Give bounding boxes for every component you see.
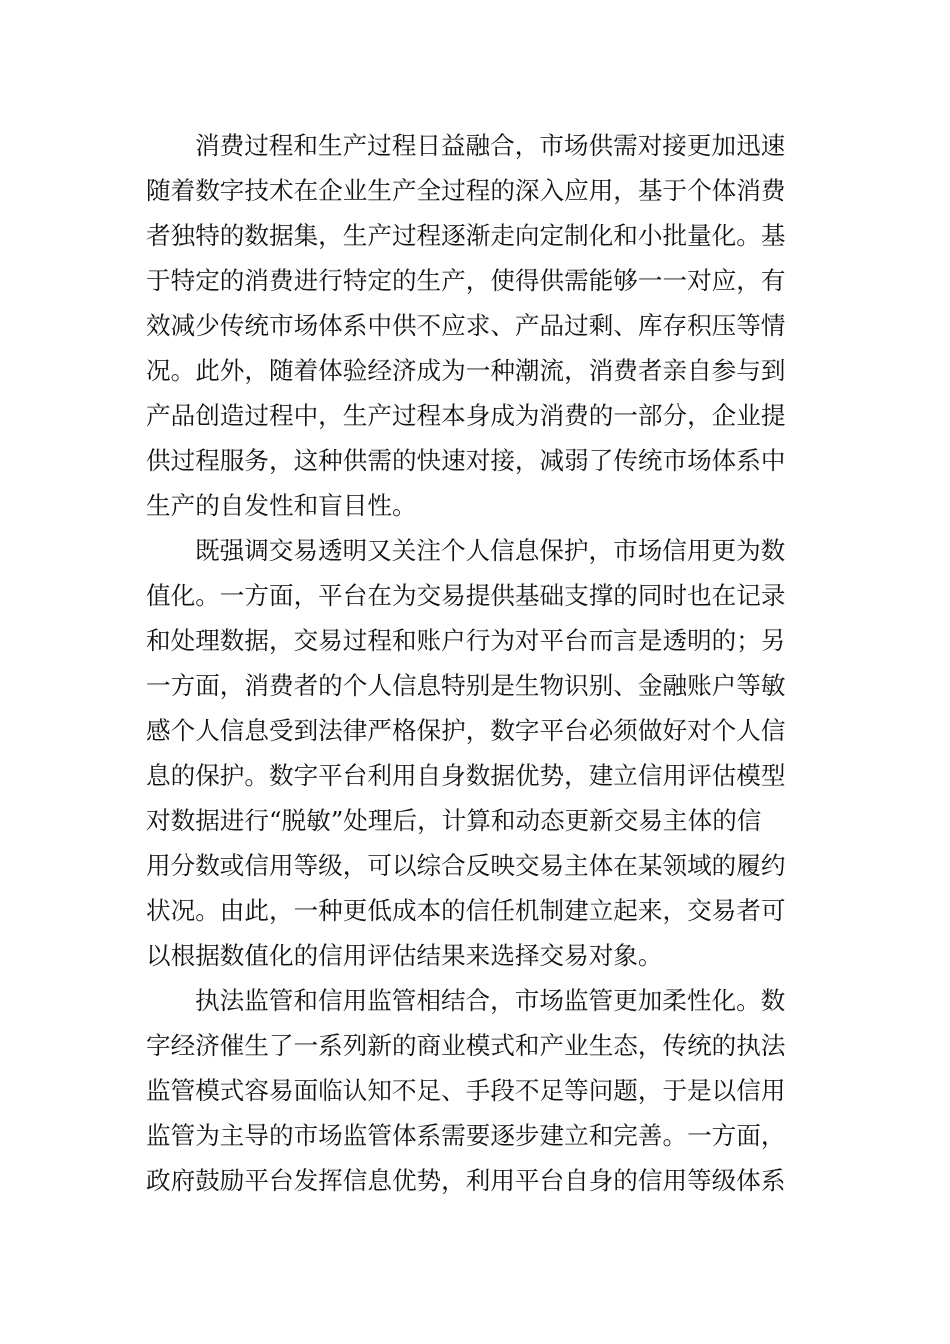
paragraph-2-line-8: 用分数或信用等级，可以综合反映交易主体在某领域的履约	[146, 851, 786, 880]
paragraph-3-line-1: 执法监管和信用监管相结合，市场监管更加柔性化。数	[195, 986, 786, 1015]
paragraph-2-line-1: 既强调交易透明又关注个人信息保护，市场信用更为数	[195, 536, 786, 565]
paragraph-2-line-2: 值化。一方面，平台在为交易提供基础支撑的同时也在记录	[146, 581, 786, 610]
paragraph-2-line-7: 对数据进行“脱敏”处理后，计算和动态更新交易主体的信	[146, 806, 762, 835]
paragraph-2-line-6: 息的保护。数字平台利用自身数据优势，建立信用评估模型	[146, 761, 786, 790]
paragraph-3-line-3: 监管模式容易面临认知不足、手段不足等问题，于是以信用	[146, 1076, 786, 1105]
paragraph-1-line-8: 供过程服务，这种供需的快速对接，减弱了传统市场体系中	[146, 446, 786, 475]
paragraph-2-line-4: 一方面，消费者的个人信息特别是生物识别、金融账户等敏	[146, 671, 786, 700]
paragraph-3-line-2: 字经济催生了一系列新的商业模式和产业生态，传统的执法	[146, 1031, 786, 1060]
paragraph-2-line-5: 感个人信息受到法律严格保护，数字平台必须做好对个人信	[146, 716, 786, 745]
paragraph-1-line-5: 效减少传统市场体系中供不应求、产品过剩、库存积压等情	[146, 311, 786, 340]
paragraph-3-line-5: 政府鼓励平台发挥信息优势，利用平台自身的信用等级体系	[146, 1166, 786, 1195]
paragraph-1-line-3: 者独特的数据集，生产过程逐渐走向定制化和小批量化。基	[146, 221, 786, 250]
paragraph-1-line-7: 产品创造过程中，生产过程本身成为消费的一部分，企业提	[146, 401, 786, 430]
paragraph-1-line-4: 于特定的消费进行特定的生产，使得供需能够一一对应，有	[146, 266, 786, 295]
paragraph-1-line-1: 消费过程和生产过程日益融合，市场供需对接更加迅速	[195, 131, 786, 160]
paragraph-2-line-3: 和处理数据，交易过程和账户行为对平台而言是透明的；另	[146, 626, 786, 655]
paragraph-2-line-10: 以根据数值化的信用评估结果来选择交易对象。	[146, 941, 663, 970]
paragraph-3-line-4: 监管为主导的市场监管体系需要逐步建立和完善。一方面，	[146, 1121, 786, 1150]
paragraph-2-line-9: 状况。由此，一种更低成本的信任机制建立起来，交易者可	[146, 896, 786, 925]
paragraph-1-line-9: 生产的自发性和盲目性。	[146, 491, 417, 520]
paragraph-1-line-6: 况。此外，随着体验经济成为一种潮流，消费者亲自参与到	[146, 356, 786, 385]
paragraph-1-line-2: 随着数字技术在企业生产全过程的深入应用，基于个体消费	[146, 176, 786, 205]
